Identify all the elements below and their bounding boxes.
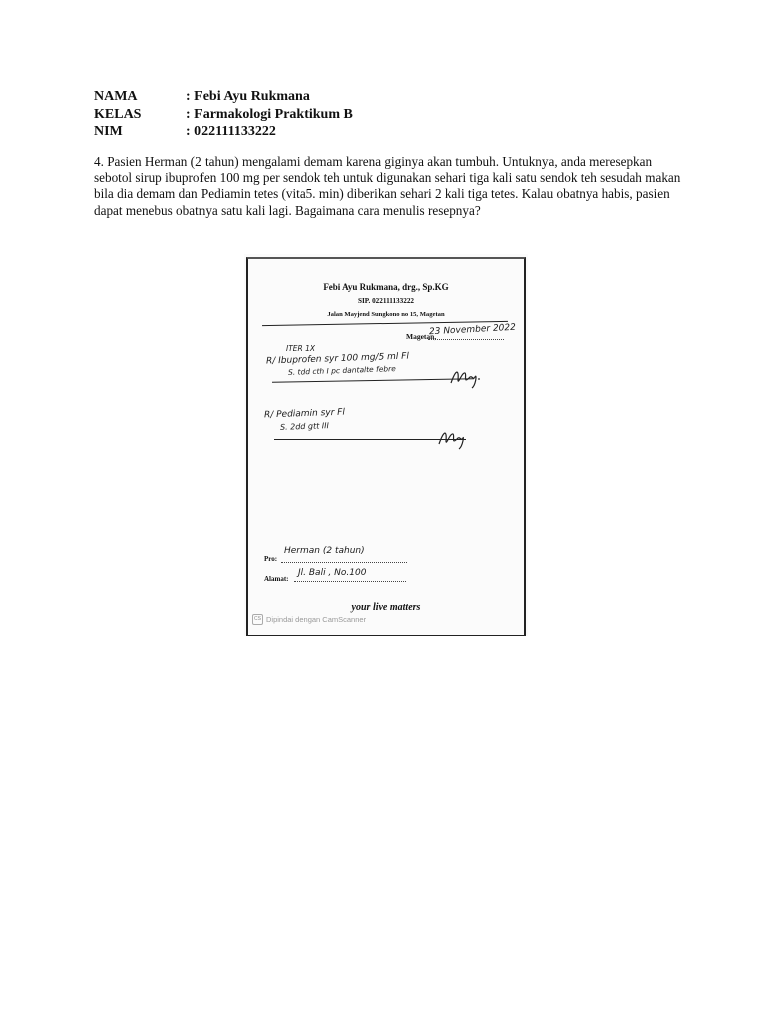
value-nama: : Febi Ayu Rukmana	[186, 89, 310, 104]
signature-icon	[448, 365, 482, 389]
label-kelas: KELAS	[94, 106, 142, 122]
camscanner-icon: CS	[252, 614, 263, 625]
r1-line2: S. tdd cth I pc dantalte febre	[287, 364, 396, 377]
question-text: 4. Pasien Herman (2 tahun) mengalami demam karena giginya akan tumbuh. Untuknya, anda meresepkan sebotol sirup ibuprofen 100 mg per sendok teh untuk digunakan sehari tiga kali satu sendok teh sesudah makan bila dia demam dan Pediamin tetes (vita5. min) diberikan sehari 2 kali tiga tetes. Kalau obatnya habis, pasien dapat menebus obatnya satu kali lagi. Bagaimana cara menulis resepnya?	[94, 154, 681, 218]
info-row-name	[94, 88, 353, 106]
date-dotted-line	[428, 339, 504, 340]
info-row-kelas	[94, 106, 353, 124]
pro-dotted-line	[281, 562, 407, 563]
r2-line1: R/ Pediamin syr Fl	[263, 407, 346, 421]
value-nim: : 022111133222	[186, 124, 276, 139]
date-handwritten: 23 November 2022	[428, 322, 517, 338]
watermark-text: Dipindai dengan CamScanner	[266, 615, 367, 624]
r2-line2: S. 2dd gtt III	[279, 421, 330, 432]
label-nim: NIM	[94, 124, 123, 139]
alamat-dotted-line	[294, 581, 406, 582]
r1-underline	[272, 378, 474, 383]
slogan: your live matters	[351, 602, 421, 613]
pro-label: Pro:	[264, 555, 278, 563]
prescription-frame	[246, 257, 526, 636]
label-nama: NAMA	[94, 89, 138, 104]
info-row-nim	[94, 123, 353, 141]
iter-note: ITER 1X	[286, 344, 316, 353]
signature-icon	[436, 426, 466, 450]
doctor-name: Febi Ayu Rukmana, drg., Sp.KG	[323, 282, 449, 292]
pro-value-handwritten: Herman (2 tahun)	[284, 546, 365, 556]
doctor-sip: SIP. 022111133222	[357, 297, 415, 305]
alamat-label: Alamat:	[264, 575, 289, 583]
doctor-address: Jalan Mayjend Sungkono no 15, Magetan	[327, 311, 445, 318]
place-label: Magetan,	[406, 332, 437, 341]
r1-line1: R/ Ibuprofen syr 100 mg/5 ml Fl	[265, 351, 410, 367]
camscanner-watermark	[252, 614, 366, 625]
alamat-value-handwritten: Jl. Bali , No.100	[298, 568, 367, 578]
student-info	[94, 88, 353, 141]
value-kelas: : Farmakologi Praktikum B	[186, 106, 353, 122]
prescription-scan	[244, 254, 528, 636]
